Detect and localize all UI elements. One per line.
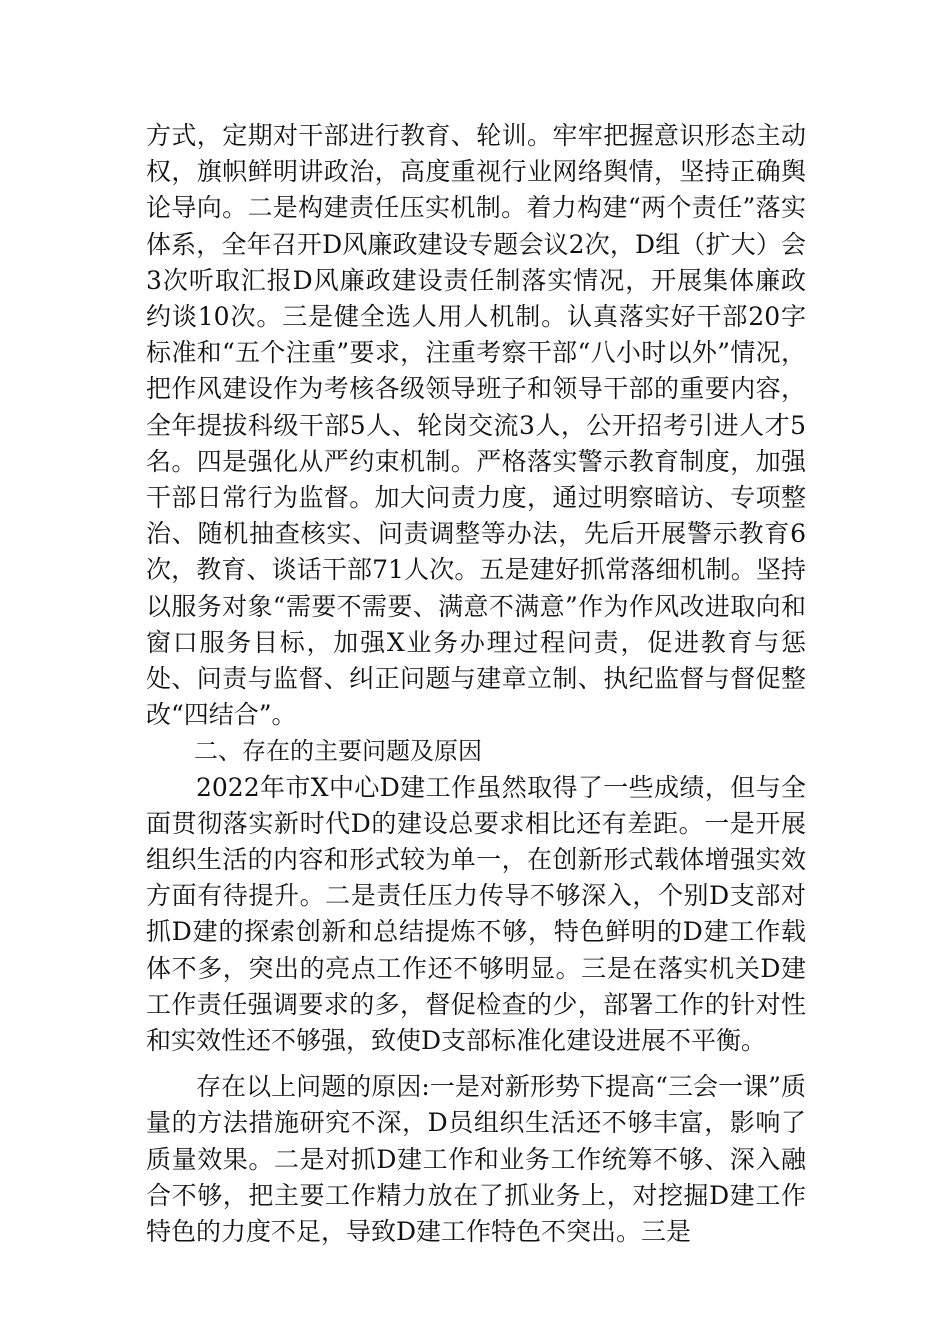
paragraph-causes: 存在以上问题的原因:一是对新形势下提高“三会一课”质量的方法措施研究不深，D员组织生活还不够丰富，影响了质量效果。二是对抓D建工作和业务工作统筹不够、深入融合不够，把主要工作精力放在了抓业务上，对挖掘D建工作特色的力度不足，导致D建工作特色不突出。三是: [146, 1072, 806, 1247]
paragraph-continued: 方式，定期对干部进行教育、轮训。牢牢把握意识形态主动权，旗帜鲜明讲政治，高度重视行业网络舆情，坚持正确舆论导向。二是构建责任压实机制。着力构建“两个责任”落实体系，全年召开D风廉政建设专题会议2次，D组（扩大）会3次听取汇报D风廉政建设责任制落实情况，开展集体廉政约谈10次。三是健全选人用人机制。认真落实好干部20字标准和“五个注重”要求，注重考察干部“八小时以外”情况，把作风建设作为考核各级领导班子和领导干部的重要内容，全年提拔科级干部5人、轮岗交流3人，公开招考引进人才5名。四是强化从严约束机制。严格落实警示教育制度，加强干部日常行为监督。加大问责力度，通过明察暗访、专项整治、随机抽查核实、问责调整等办法，先后开展警示教育6次，教育、谈话干部71人次。五是建好抓常落细机制。坚持以服务对象“需要不需要、满意不满意”作为作风改进取向和窗口服务目标，加强X业务办理过程问责，促进教育与惩处、问责与监督、纠正问题与建章立制、执纪监督与督促整改“四结合”。: [146, 121, 806, 730]
document-page: [146, 118, 806, 1250]
paragraph-problems: 2022年市X中心D建工作虽然取得了一些成绩，但与全面贯彻落实新时代D的建设总要求相比还有差距。一是开展组织生活的内容和形式较为单一，在创新形式载体增强实效方面有待提升。二是责任压力传导不够深入，个别D支部对抓D建的探索创新和总结提炼不够，特色鲜明的D建工作载体不多，突出的亮点工作还不够明显。三是在落实机关D建工作责任强调要求的多，督促检查的少，部署工作的针对性和实效性还不够强，致使D支部标准化建设进展不平衡。: [146, 772, 806, 1056]
section-heading: 二、存在的主要问题及原因: [194, 737, 482, 766]
